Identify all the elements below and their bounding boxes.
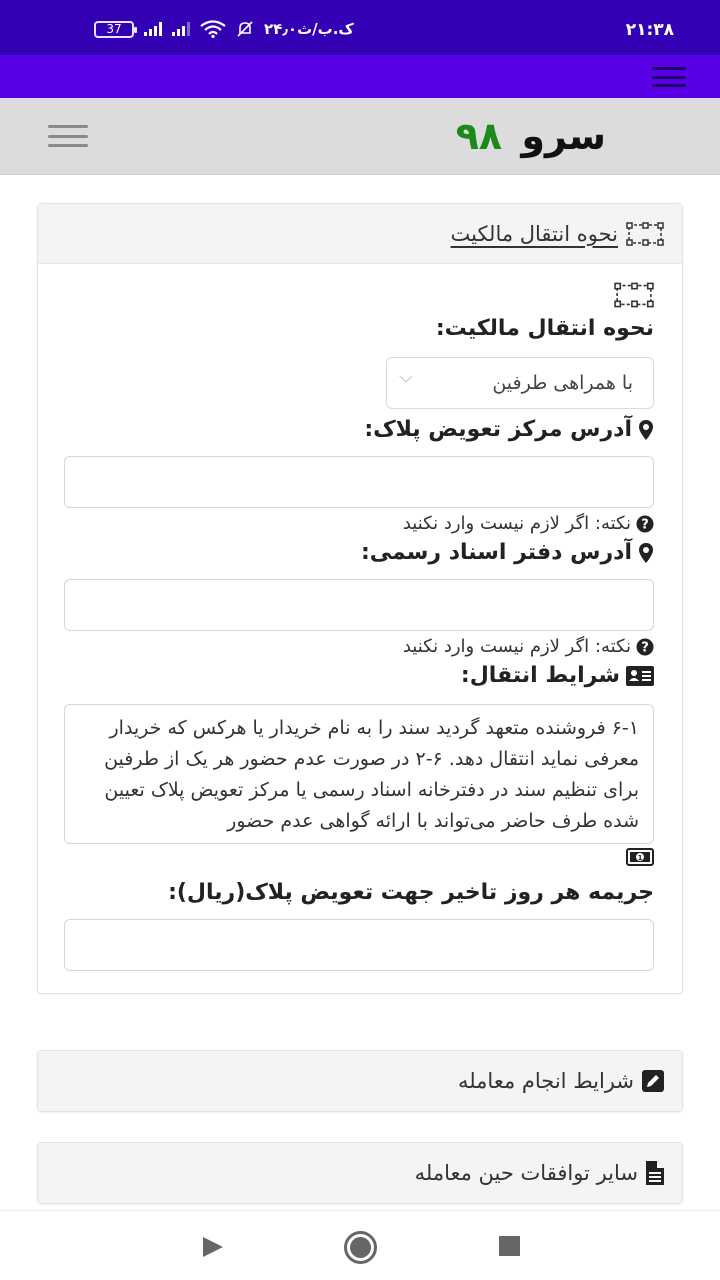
svg-text:1: 1	[637, 854, 643, 862]
panel-heading[interactable]	[38, 1051, 682, 1111]
question-circle-icon	[636, 638, 654, 656]
panel-title: سایر توافقات حین معامله	[414, 1161, 638, 1185]
daily-penalty-label: جریمه هر روز تاخیر جهت تعویض پلاک(ریال):	[168, 880, 654, 905]
transfer-method-select[interactable]	[386, 357, 654, 409]
site-logo[interactable]	[456, 116, 606, 156]
deal-conditions-panel[interactable]	[37, 1050, 683, 1112]
site-header	[0, 98, 720, 175]
wifi-icon	[200, 20, 226, 38]
transfer-ownership-panel	[37, 203, 683, 994]
map-marker-icon	[638, 542, 654, 564]
money-bill-icon	[626, 848, 654, 870]
notary-address-label	[66, 540, 654, 565]
status-icons	[94, 20, 354, 38]
signal-icon	[172, 22, 190, 36]
status-time: ۲۱:۳۸	[625, 20, 674, 40]
question-circle-icon	[636, 515, 654, 533]
transfer-method-label: نحوه انتقال مالکیت:	[435, 316, 654, 341]
object-group-icon	[626, 222, 664, 246]
selected-value: با همراهی طرفین	[492, 372, 633, 394]
daily-penalty-input[interactable]	[64, 919, 654, 971]
recents-icon[interactable]	[499, 1236, 520, 1256]
panel-heading[interactable]	[38, 204, 682, 264]
label-text: آدرس دفتر اسناد رسمی:	[360, 540, 632, 565]
plate-center-address-input[interactable]	[64, 456, 654, 508]
help-text	[66, 636, 654, 657]
id-card-icon	[626, 666, 654, 686]
system-nav-bar	[0, 1210, 720, 1280]
panel-heading[interactable]	[38, 1143, 682, 1203]
plate-center-address-label	[66, 417, 654, 442]
label-text: شرایط انتقال:	[460, 663, 620, 688]
logo-number: ۹۸	[455, 114, 503, 158]
svg-text:?: ?	[641, 517, 649, 532]
app-bar	[0, 55, 720, 98]
other-agreements-panel[interactable]	[37, 1142, 683, 1204]
panel-body	[38, 264, 682, 993]
hamburger-icon[interactable]	[48, 125, 88, 147]
transfer-conditions-textarea[interactable]: ۶-۱ فروشنده متعهد گردید سند را به نام خریدار یا هرکس که خریدار معرفی نماید انتقال دهد. ۶-۲ در صورت عدم حضور هر یک از طرفین برای تنظیم سند در دفترخانه اسناد رسمی یا مرکز تعویض پلاک تعیین شده طرف حاضر می‌تواند با ارائه گواهی عدم حضور	[64, 704, 654, 844]
signal-icon	[144, 22, 162, 36]
svg-text:?: ?	[641, 640, 649, 655]
network-speed: ۲۴٫۰ک.ب/ث	[264, 20, 354, 38]
pencil-square-icon	[642, 1070, 664, 1092]
battery-icon: 37	[94, 21, 134, 38]
help-text	[66, 513, 654, 534]
panel-title: شرایط انجام معامله	[457, 1069, 634, 1093]
file-text-icon	[646, 1161, 664, 1185]
help-text-label: نکته: اگر لازم نیست وارد نکنید	[402, 513, 631, 534]
notification-muted-icon	[236, 20, 254, 38]
object-group-icon	[614, 282, 654, 308]
panel-title: نحوه انتقال مالکیت	[450, 221, 618, 246]
notary-address-input[interactable]	[64, 579, 654, 631]
hamburger-icon[interactable]	[652, 67, 686, 87]
money-row	[66, 848, 654, 870]
chevron-down-icon: ﹀	[399, 376, 413, 392]
help-text-label: نکته: اگر لازم نیست وارد نکنید	[402, 636, 631, 657]
status-bar	[0, 0, 720, 55]
back-icon[interactable]	[203, 1237, 223, 1257]
home-icon[interactable]	[344, 1231, 377, 1264]
map-marker-icon	[638, 419, 654, 441]
logo-text: سرو	[521, 114, 606, 158]
transfer-conditions-label	[66, 663, 654, 688]
label-text: آدرس مرکز تعویض پلاک:	[364, 417, 632, 442]
